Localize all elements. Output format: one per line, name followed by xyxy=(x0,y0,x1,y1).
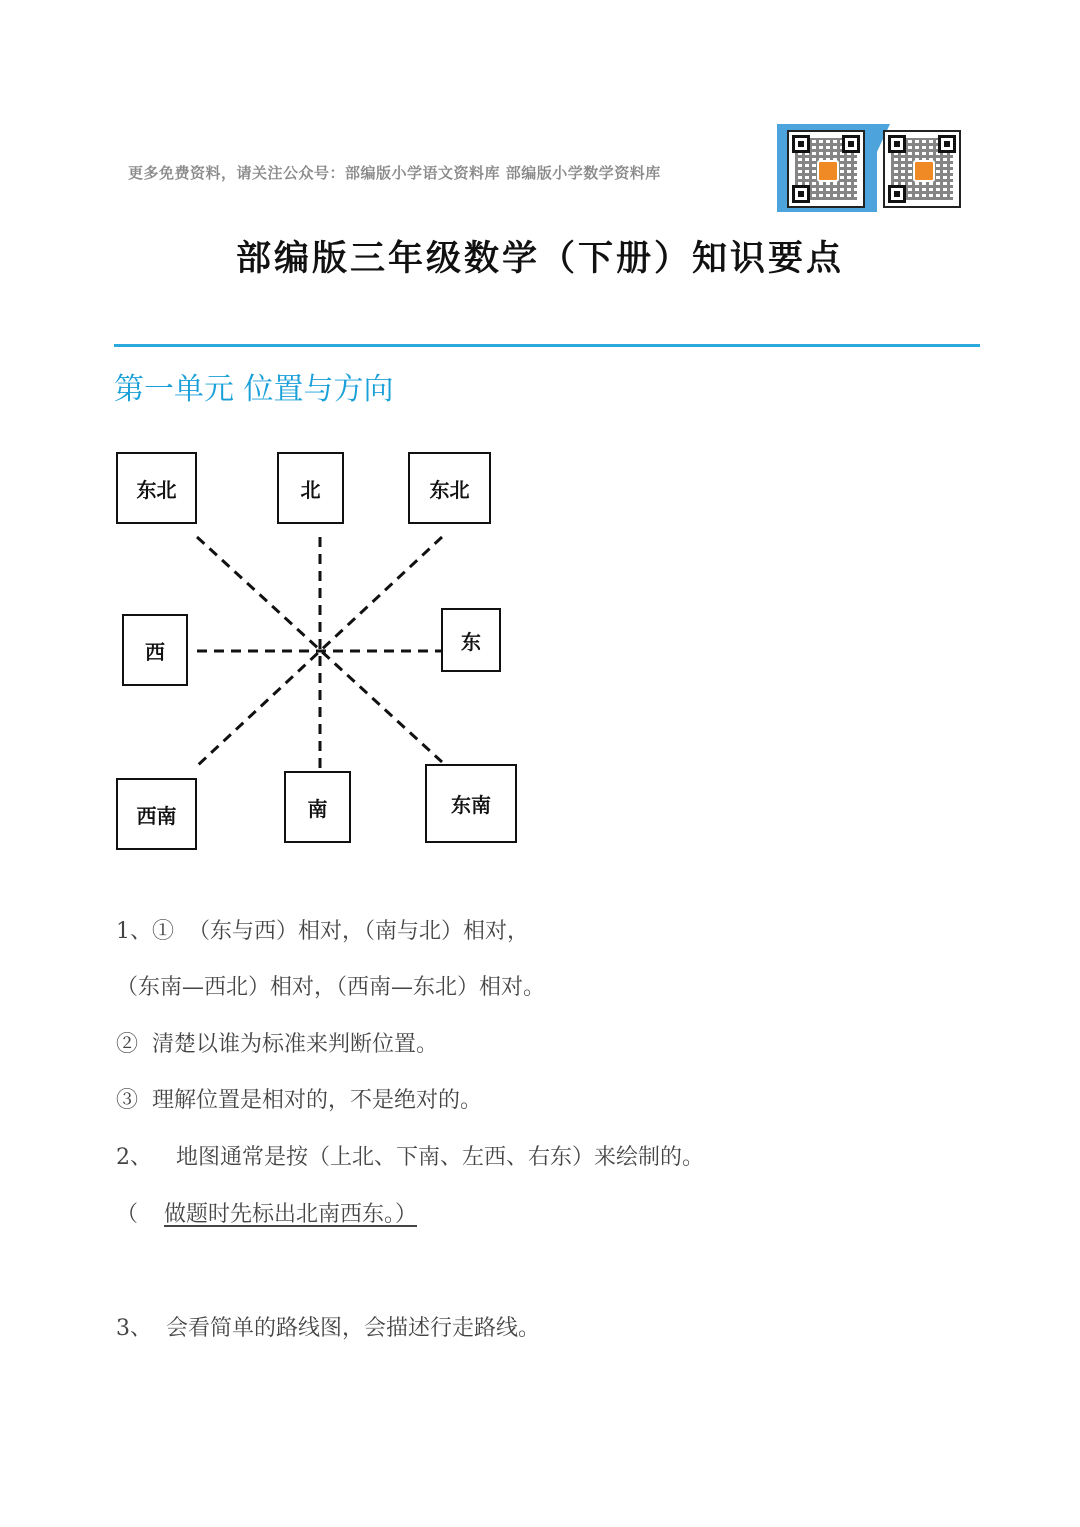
direction-box-southwest: 西南 xyxy=(116,778,197,850)
point-1-item-2: ② 清楚以谁为标准来判断位置。 xyxy=(116,1032,438,1057)
direction-box-east: 东 xyxy=(441,608,501,672)
direction-box-southeast: 东南 xyxy=(425,764,517,843)
direction-box-northwest: 东北 xyxy=(116,452,197,524)
qr-code-icon xyxy=(787,130,865,208)
point-1-line-2: （东南—西北）相对，（西南—东北）相对。 xyxy=(116,975,546,1000)
line-ne-sw xyxy=(197,537,442,766)
point-2-text: 地图通常是按（上北、下南、左西、右东）来绘制的。 xyxy=(176,1145,705,1170)
qr-code-group xyxy=(777,124,963,214)
direction-box-west: 西 xyxy=(122,614,188,686)
point-2-number: 2、 xyxy=(116,1145,152,1170)
point-1-item-3: ③ 理解位置是相对的，不是绝对的。 xyxy=(116,1088,482,1113)
direction-box-northeast: 东北 xyxy=(408,452,491,524)
unit-heading: 第一单元 位置与方向 xyxy=(114,372,394,407)
direction-box-north: 北 xyxy=(277,452,344,524)
point-2-note: 做题时先标出北南西东。） xyxy=(164,1202,418,1227)
line-nw-se xyxy=(197,537,442,762)
point-2-note-open: （ xyxy=(116,1202,139,1227)
point-3-number: 3、 xyxy=(116,1316,152,1341)
document-title: 部编版三年级数学（下册）知识要点 xyxy=(235,238,844,279)
point-1-line-1: 1、① （东与西）相对，（南与北）相对， xyxy=(116,919,529,944)
header-note: 更多免费资料，请关注公众号：部编版小学语文资料库 部编版小学数学资料库 xyxy=(128,164,661,182)
direction-box-south: 南 xyxy=(284,771,351,843)
divider-rule xyxy=(114,344,980,347)
qr-code-icon xyxy=(883,130,961,208)
point-3-text: 会看简单的路线图，会描述行走路线。 xyxy=(166,1316,541,1341)
